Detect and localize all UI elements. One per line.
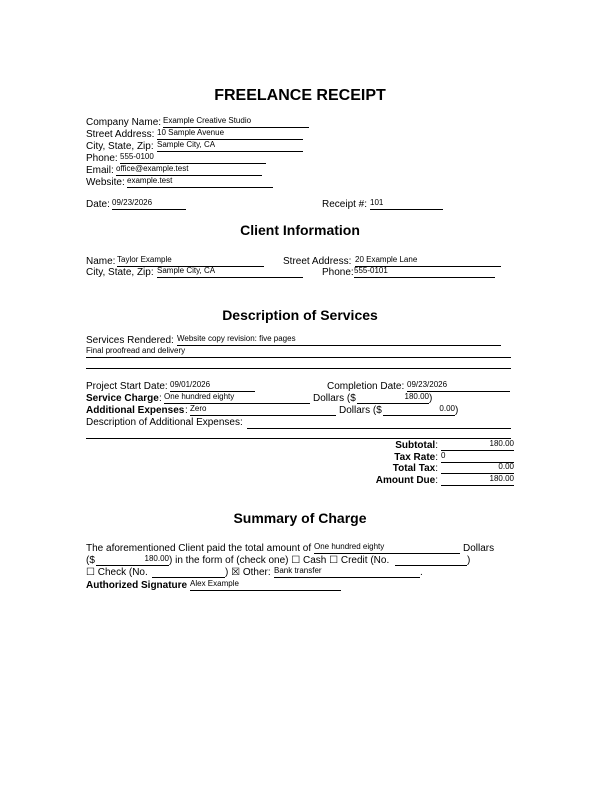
client-name-field[interactable]: Taylor Example (117, 255, 264, 267)
summary-credit-number-field[interactable] (395, 554, 467, 566)
summary-other-field[interactable]: Bank transfer (274, 566, 420, 578)
summary-line3-end: . (420, 567, 423, 578)
summary-section-heading: Summary of Charge (233, 510, 367, 526)
company-street-label: Street Address: (86, 129, 155, 140)
summary-line2-prefix: ($ (86, 555, 95, 566)
service-charge-label: Service Charge (86, 393, 159, 404)
date-label: Date: (86, 199, 110, 210)
completion-date-label: Completion Date: (327, 381, 405, 392)
client-section-heading: Client Information (240, 222, 360, 238)
summary-check-number-field[interactable] (152, 566, 225, 578)
additional-expenses-label: Additional Expenses (86, 405, 185, 416)
summary-line2-close: ) (467, 555, 471, 566)
summary-other-option[interactable]: ) ☒ Other: (225, 567, 271, 578)
company-name-label: Company Name: (86, 117, 162, 128)
total-tax-field[interactable]: 0.00 (441, 462, 514, 474)
authorized-signature-label: Authorized Signature (86, 580, 188, 591)
receipt-title: FREELANCE RECEIPT (214, 87, 386, 104)
start-date-field[interactable]: 09/01/2026 (170, 380, 255, 392)
company-phone-label: Phone: (86, 153, 118, 164)
service-charge-close: ) (429, 393, 433, 404)
service-charge-words-field[interactable]: One hundred eighty (164, 392, 310, 404)
subtotal-label: Subtotal: (395, 440, 438, 451)
amount-due-label: Amount Due: (375, 475, 438, 486)
client-street-field[interactable]: 20 Example Lane (355, 255, 501, 267)
tax-rate-label: Tax Rate: (394, 452, 438, 463)
additional-expenses-amount-field[interactable]: 0.00 (383, 404, 455, 416)
summary-line1-prefix: The aforementioned Client paid the total amount of (86, 543, 312, 554)
additional-expenses-close: ) (455, 405, 459, 416)
services-rendered-line1[interactable]: Website copy revision: five pages (177, 334, 501, 346)
company-email-field[interactable]: office@example.test (116, 164, 262, 176)
company-name-field[interactable]: Example Creative Studio (163, 116, 309, 128)
summary-amount-words-field[interactable]: One hundred eighty (314, 542, 460, 554)
client-phone-label: Phone: (322, 267, 354, 278)
date-field[interactable]: 09/23/2026 (112, 198, 186, 210)
company-phone-field[interactable]: 555-0100 (120, 152, 266, 164)
additional-description-field[interactable] (247, 428, 511, 429)
additional-expenses-dollars-label: Dollars ($ (339, 405, 382, 416)
services-section-heading: Description of Services (222, 307, 378, 323)
services-rendered-line2[interactable]: Final proofread and delivery (86, 346, 511, 358)
total-tax-label: Total Tax: (392, 463, 438, 474)
completion-date-field[interactable]: 09/23/2026 (407, 380, 510, 392)
client-city-field[interactable]: Sample City, CA (157, 266, 303, 278)
client-phone-field[interactable]: 555-0101 (354, 266, 495, 278)
services-rendered-label: Services Rendered: (86, 335, 174, 346)
amount-due-field[interactable]: 180.00 (441, 474, 514, 486)
receipt-number-label: Receipt #: (322, 199, 368, 210)
company-city-field[interactable]: Sample City, CA (157, 140, 303, 152)
client-city-label: City, State, Zip: (86, 267, 154, 278)
client-street-label: Street Address: (283, 256, 352, 267)
subtotal-field[interactable]: 180.00 (441, 439, 514, 451)
additional-description-label: Description of Additional Expenses: (86, 417, 243, 428)
start-date-label: Project Start Date: (86, 381, 168, 392)
service-charge-amount-field[interactable]: 180.00 (357, 392, 429, 404)
company-website-label: Website: (86, 177, 125, 188)
authorized-signature-field[interactable]: Alex Example (190, 579, 341, 591)
summary-amount-number-field[interactable]: 180.00 (96, 554, 169, 566)
company-website-field[interactable]: example.test (127, 176, 273, 188)
service-charge-dollars-label: Dollars ($ (313, 393, 356, 404)
additional-expenses-colon: : (185, 405, 188, 416)
services-blank-line[interactable] (86, 368, 511, 369)
summary-check-option[interactable]: ☐ Check (No. (86, 567, 148, 578)
summary-line1-suffix: Dollars (463, 543, 495, 554)
client-name-label: Name: (86, 256, 116, 267)
tax-rate-field[interactable]: 0 (441, 451, 514, 463)
company-street-field[interactable]: 10 Sample Avenue (157, 128, 303, 140)
additional-expenses-words-field[interactable]: Zero (190, 404, 336, 416)
receipt-number-field[interactable]: 101 (370, 198, 443, 210)
company-email-label: Email: (86, 165, 114, 176)
company-city-label: City, State, Zip: (86, 141, 154, 152)
summary-payment-options[interactable]: ) in the form of (check one) ☐ Cash ☐ Credit (No. (169, 555, 390, 566)
service-charge-colon: : (159, 393, 162, 404)
